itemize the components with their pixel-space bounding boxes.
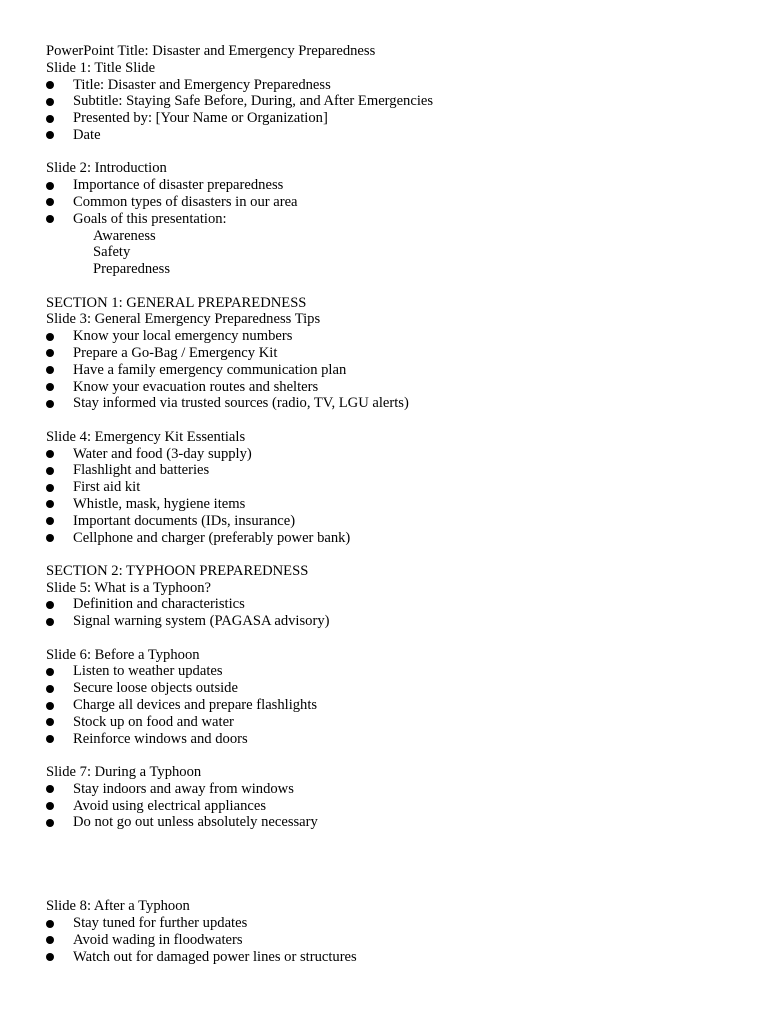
bullet-icon — [46, 500, 54, 508]
bullet-icon — [46, 450, 54, 458]
bullet-icon — [46, 484, 54, 492]
list-item — [46, 127, 726, 144]
list-item-text: Water and food (3-day supply) — [73, 445, 252, 462]
bullet-icon — [46, 400, 54, 408]
spacer — [46, 412, 726, 429]
bullet-icon — [46, 198, 54, 206]
list-item — [46, 446, 726, 463]
bullet-icon — [46, 182, 54, 190]
document-page — [46, 43, 726, 965]
list-item-text: Reinforce windows and doors — [73, 730, 248, 747]
bullet-icon — [46, 115, 54, 123]
spacer — [46, 546, 726, 563]
slide-7-heading: Slide 7: During a Typhoon — [46, 764, 202, 781]
list-item-text: Common types of disasters in our area — [73, 193, 298, 210]
slide-5-heading: Slide 5: What is a Typhoon? — [46, 579, 212, 596]
bullet-icon — [46, 735, 54, 743]
list-item-text: Stay tuned for further updates — [73, 915, 248, 932]
list-item — [46, 362, 726, 379]
list-item-text: Watch out for damaged power lines or structures — [73, 948, 357, 965]
bullet-icon — [46, 601, 54, 609]
list-item — [46, 513, 726, 530]
list-item — [46, 596, 726, 613]
bullet-icon — [46, 215, 54, 223]
slide-6-heading: Slide 6: Before a Typhoon — [46, 646, 200, 663]
section-2-heading: SECTION 2: TYPHOON PREPAREDNESS — [46, 562, 309, 579]
slide-4-heading: Slide 4: Emergency Kit Essentials — [46, 428, 246, 445]
list-item — [46, 663, 726, 680]
list-item-text: Prepare a Go-Bag / Emergency Kit — [73, 344, 278, 361]
bullet-icon — [46, 668, 54, 676]
list-item-text: First aid kit — [73, 479, 141, 496]
list-item — [46, 194, 726, 211]
list-item-text: Subtitle: Staying Safe Before, During, and After Emergencies — [73, 93, 434, 110]
list-item-text: Avoid using electrical appliances — [73, 797, 267, 814]
bullet-icon — [46, 802, 54, 810]
list-item-text: Presented by: [Your Name or Organization] — [73, 110, 328, 127]
list-item-text: Cellphone and charger (preferably power bank) — [73, 529, 351, 546]
list-item-text: Importance of disaster preparedness — [73, 177, 284, 194]
bullet-icon — [46, 81, 54, 89]
list-item-text: Charge all devices and prepare flashlights — [73, 697, 318, 714]
list-item-text: Goals of this presentation: — [73, 210, 227, 227]
bullet-icon — [46, 383, 54, 391]
list-item — [46, 530, 726, 547]
list-item — [46, 798, 726, 815]
list-item — [46, 462, 726, 479]
bullet-icon — [46, 936, 54, 944]
list-item-text: Have a family emergency communication plan — [73, 361, 347, 378]
bullet-icon — [46, 349, 54, 357]
list-item — [46, 93, 726, 110]
list-item — [46, 697, 726, 714]
list-item-text: Whistle, mask, hygiene items — [73, 495, 246, 512]
list-item — [46, 77, 726, 94]
bullet-icon — [46, 517, 54, 525]
spacer — [46, 747, 726, 764]
list-item — [46, 613, 726, 630]
list-item — [46, 932, 726, 949]
bullet-icon — [46, 333, 54, 341]
list-item — [46, 949, 726, 966]
list-item-text: Do not go out unless absolutely necessary — [73, 814, 318, 831]
goal-item: Safety — [93, 244, 131, 261]
bullet-icon — [46, 718, 54, 726]
slide-1-heading: Slide 1: Title Slide — [46, 59, 156, 76]
bullet-icon — [46, 618, 54, 626]
list-item — [46, 915, 726, 932]
list-item-text: Definition and characteristics — [73, 596, 245, 613]
list-item-text: Signal warning system (PAGASA advisory) — [73, 613, 330, 630]
list-item-text: Title: Disaster and Emergency Preparedness — [73, 76, 331, 93]
bullet-icon — [46, 685, 54, 693]
list-item-text: Important documents (IDs, insurance) — [73, 512, 296, 529]
list-item — [46, 731, 726, 748]
list-item-text: Avoid wading in floodwaters — [73, 931, 243, 948]
list-item — [46, 781, 726, 798]
spacer — [46, 630, 726, 647]
goal-item: Awareness — [93, 227, 156, 244]
list-item-text: Flashlight and batteries — [73, 462, 210, 479]
goal-item: Preparedness — [93, 261, 170, 278]
list-item — [46, 328, 726, 345]
slide-8-heading: Slide 8: After a Typhoon — [46, 898, 190, 915]
bullet-icon — [46, 702, 54, 710]
bullet-icon — [46, 467, 54, 475]
list-item-text: Date — [73, 126, 101, 143]
bullet-icon — [46, 785, 54, 793]
bullet-icon — [46, 819, 54, 827]
list-item-text: Know your evacuation routes and shelters — [73, 378, 319, 395]
list-item — [46, 110, 726, 127]
list-item-text: Stay informed via trusted sources (radio, TV, LGU alerts) — [73, 395, 409, 412]
list-item-text: Secure loose objects outside — [73, 680, 238, 697]
spacer — [46, 278, 726, 295]
list-item — [46, 680, 726, 697]
section-1-heading: SECTION 1: GENERAL PREPAREDNESS — [46, 294, 307, 311]
presentation-title-line: PowerPoint Title: Disaster and Emergency Preparedness — [46, 43, 376, 59]
spacer — [46, 144, 726, 161]
spacer — [46, 831, 726, 898]
list-item — [46, 379, 726, 396]
list-item — [46, 479, 726, 496]
bullet-icon — [46, 366, 54, 374]
list-item — [46, 211, 726, 228]
bullet-icon — [46, 98, 54, 106]
list-item — [46, 496, 726, 513]
bullet-icon — [46, 920, 54, 928]
list-item — [46, 714, 726, 731]
list-item — [46, 177, 726, 194]
list-item-text: Stock up on food and water — [73, 713, 234, 730]
list-item — [46, 814, 726, 831]
list-item — [46, 395, 726, 412]
slide-3-heading: Slide 3: General Emergency Preparedness Tips — [46, 311, 321, 328]
bullet-icon — [46, 534, 54, 542]
list-item-text: Know your local emergency numbers — [73, 328, 293, 345]
bullet-icon — [46, 131, 54, 139]
list-item — [46, 345, 726, 362]
slide-2-heading: Slide 2: Introduction — [46, 160, 167, 177]
bullet-icon — [46, 953, 54, 961]
list-item-text: Stay indoors and away from windows — [73, 780, 294, 797]
list-item-text: Listen to weather updates — [73, 663, 223, 680]
